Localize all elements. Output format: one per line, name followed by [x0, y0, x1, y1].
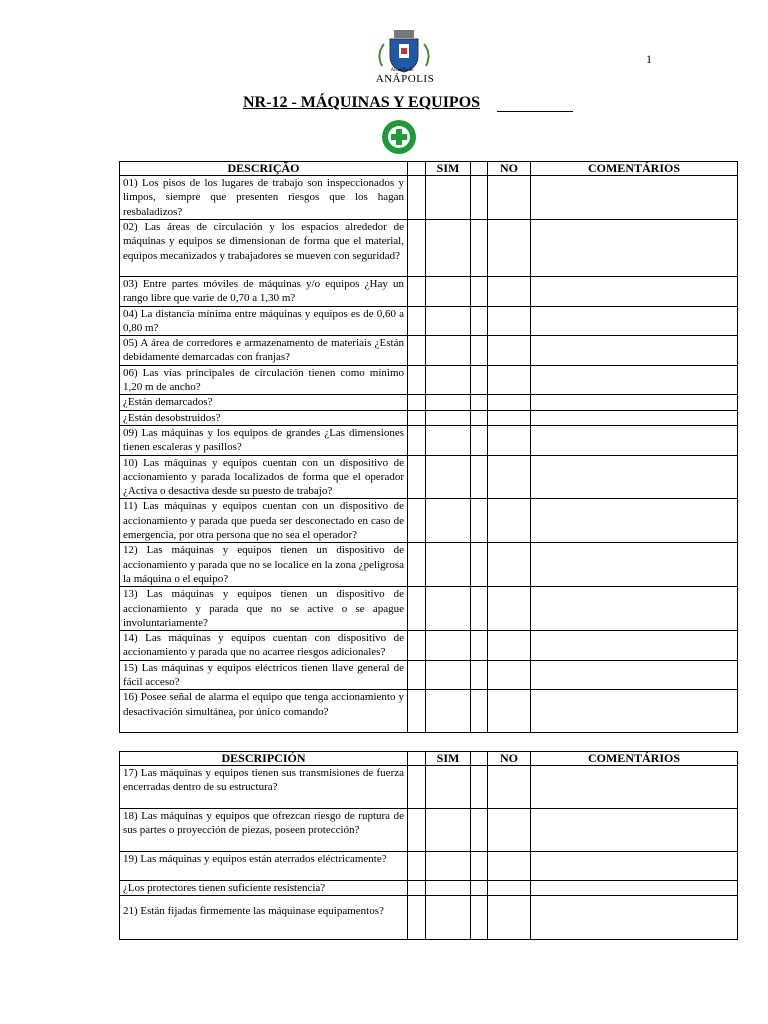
comment-cell[interactable]	[531, 455, 738, 499]
safety-cross-icon	[381, 119, 417, 155]
table-row	[120, 631, 738, 661]
no-cell[interactable]	[488, 881, 531, 896]
no-cell[interactable]	[488, 587, 531, 631]
question-text: 05) A área de corredores e armazenamento de materiais ¿Están debidamente demarcadas con franjas?	[120, 336, 408, 366]
column-header-no: NO	[488, 162, 531, 176]
yes-cell[interactable]	[426, 277, 471, 307]
no-cell[interactable]	[488, 306, 531, 336]
checklist-table-1	[119, 161, 738, 733]
comment-cell[interactable]	[531, 336, 738, 366]
comment-cell[interactable]	[531, 690, 738, 733]
table-row	[120, 425, 738, 455]
question-text: 13) Las máquinas y equipos tienen un dispositivo de accionamiento y parada que no se active o se apague involuntariamente?	[120, 587, 408, 631]
question-text: 19) Las máquinas y equipos están aterrados eléctricamente?	[120, 852, 408, 881]
column-header-description: DESCRIPCIÓN	[120, 752, 408, 766]
question-text: 11) Las máquinas y equipos cuentan con un dispositivo de accionamiento y parada que pueda ser desconectado en caso de emergencia, por otra persona que no sea el operador?	[120, 499, 408, 543]
no-cell[interactable]	[488, 365, 531, 395]
yes-cell[interactable]	[426, 220, 471, 277]
comment-cell[interactable]	[531, 543, 738, 587]
yes-cell[interactable]	[426, 631, 471, 661]
comment-cell[interactable]	[531, 306, 738, 336]
table-row	[120, 766, 738, 809]
no-cell[interactable]	[488, 277, 531, 307]
question-text: 16) Posee señal de alarma el equipo que tenga accionamiento y desactivación simultánea, por único comando?	[120, 690, 408, 733]
table-row	[120, 176, 738, 220]
table-header-row	[120, 752, 738, 766]
comment-cell[interactable]	[531, 766, 738, 809]
no-cell[interactable]	[488, 852, 531, 881]
question-text: 06) Las vías principales de circulación tienen como mínimo 1,20 m de ancho?	[120, 365, 408, 395]
comment-cell[interactable]	[531, 660, 738, 690]
table-header-row	[120, 162, 738, 176]
table-row	[120, 852, 738, 881]
page-number: 1	[646, 52, 652, 66]
no-cell[interactable]	[488, 410, 531, 425]
table-row	[120, 306, 738, 336]
yes-cell[interactable]	[426, 881, 471, 896]
comment-cell[interactable]	[531, 587, 738, 631]
yes-cell[interactable]	[426, 499, 471, 543]
question-text: ¿Los protectores tienen suficiente resistencia?	[120, 881, 408, 896]
comment-cell[interactable]	[531, 365, 738, 395]
yes-cell[interactable]	[426, 587, 471, 631]
yes-cell[interactable]	[426, 336, 471, 366]
logo-caption-small: Alcaldía de	[390, 68, 414, 73]
comment-cell[interactable]	[531, 176, 738, 220]
column-header-comments: COMENTÁRIOS	[531, 752, 738, 766]
no-cell[interactable]	[488, 455, 531, 499]
table-row	[120, 365, 738, 395]
question-text: 04) La distancia mínima entre máquinas y equipos es de 0,60 a 0,80 m?	[120, 306, 408, 336]
question-text	[120, 896, 408, 940]
no-cell[interactable]	[488, 809, 531, 852]
table-row	[120, 881, 738, 896]
comment-cell[interactable]	[531, 631, 738, 661]
question-text: ¿Están demarcados?	[120, 395, 408, 410]
no-cell[interactable]	[488, 896, 531, 940]
comment-cell[interactable]	[531, 809, 738, 852]
question-text: ¿Están desobstruidos?	[120, 410, 408, 425]
table-row	[120, 277, 738, 307]
table-row	[120, 395, 738, 410]
comment-cell[interactable]	[531, 220, 738, 277]
no-cell[interactable]	[488, 425, 531, 455]
comment-cell[interactable]	[531, 499, 738, 543]
question-text: 03) Entre partes móviles de máquinas y/o equipos ¿Hay un rango libre que varie de 0,70 a 1,30 m?	[120, 277, 408, 307]
table-row	[120, 690, 738, 733]
table-row	[120, 587, 738, 631]
yes-cell[interactable]	[426, 306, 471, 336]
question-text: 01) Los pisos de los lugares de trabajo son inspeccionados y limpos, siempre que presenten riesgos que los hagan resbaladizos?	[120, 176, 408, 220]
no-cell[interactable]	[488, 543, 531, 587]
no-cell[interactable]	[488, 660, 531, 690]
column-header-no: NO	[488, 752, 531, 766]
table-row	[120, 455, 738, 499]
no-cell[interactable]	[488, 631, 531, 661]
comment-cell[interactable]	[531, 425, 738, 455]
logo-caption-city: ANÁPOLIS	[375, 73, 435, 85]
comment-cell[interactable]	[531, 852, 738, 881]
comment-cell[interactable]	[531, 395, 738, 410]
yes-cell[interactable]	[426, 690, 471, 733]
comment-cell[interactable]	[531, 277, 738, 307]
no-cell[interactable]	[488, 395, 531, 410]
no-cell[interactable]	[488, 766, 531, 809]
table-row	[120, 410, 738, 425]
yes-cell[interactable]	[426, 176, 471, 220]
yes-cell[interactable]	[426, 543, 471, 587]
column-gap	[408, 752, 426, 766]
comment-cell[interactable]	[531, 881, 738, 896]
yes-cell[interactable]	[426, 660, 471, 690]
yes-cell[interactable]	[426, 425, 471, 455]
table-row	[120, 543, 738, 587]
no-cell[interactable]	[488, 499, 531, 543]
yes-cell[interactable]	[426, 455, 471, 499]
table-row	[120, 660, 738, 690]
checklist-table-2	[119, 751, 738, 940]
question-text: 02) Las áreas de circulación y los espacios alrededor de máquinas y equipos se dimensionan de forma que el material, equipos mecanizados y trabajadores se mueven con seguridad?	[120, 220, 408, 277]
column-header-description: DESCRIÇÃO	[120, 162, 408, 176]
table-row	[120, 336, 738, 366]
yes-cell[interactable]	[426, 852, 471, 881]
table-row	[120, 809, 738, 852]
column-header-yes: SIM	[426, 162, 471, 176]
yes-cell[interactable]	[426, 896, 471, 940]
column-header-comments: COMENTÁRIOS	[531, 162, 738, 176]
page-title: NR-12 - MÁQUINAS Y EQUIPOS	[243, 94, 481, 111]
yes-cell[interactable]	[426, 410, 471, 425]
question-text: 10) Las máquinas y equipos cuentan con un dispositivo de accionamiento y parada localizados de forma que el operador ¿Activa o desactiva desde su puesto de trabajo?	[120, 455, 408, 499]
no-cell[interactable]	[488, 336, 531, 366]
question-text: 18) Las máquinas y equipos que ofrezcan riesgo de ruptura de sus partes o proyección de piezas, poseen protección?	[120, 809, 408, 852]
question-text: 14) Las máquinas y equipos cuentan con dispositivo de accionamiento y parada que no acarree riesgos adicionales?	[120, 631, 408, 661]
comment-cell[interactable]	[531, 896, 738, 940]
comment-cell[interactable]	[531, 410, 738, 425]
table-row	[120, 499, 738, 543]
column-gap	[471, 752, 488, 766]
yes-cell[interactable]	[426, 365, 471, 395]
question-text-content: 21) Están fijadas firmemente las máquinase equipamentos?	[123, 905, 384, 918]
no-cell[interactable]	[488, 690, 531, 733]
column-header-yes: SIM	[426, 752, 471, 766]
no-cell[interactable]	[488, 220, 531, 277]
table-row	[120, 896, 738, 940]
no-cell[interactable]	[488, 176, 531, 220]
title-underline	[497, 111, 573, 112]
question-text: 15) Las máquinas y equipos eléctricos tienen llave general de fácil acceso?	[120, 660, 408, 690]
question-text: 12) Las máquinas y equipos tienen un dispositivo de accionamiento y parada que no se localice en la zona ¿peligrosa la máquina o el equipo?	[120, 543, 408, 587]
table-row	[120, 220, 738, 277]
column-gap	[408, 162, 426, 176]
yes-cell[interactable]	[426, 395, 471, 410]
question-text: 17) Las máquinas y equipos tienen sus transmisiones de fuerza encerradas dentro de su estructura?	[120, 766, 408, 809]
yes-cell[interactable]	[426, 809, 471, 852]
question-text: 09) Las máquinas y los equipos de grandes ¿Las dimensiones tienen escaleras y pasillos?	[120, 425, 408, 455]
column-gap	[471, 162, 488, 176]
yes-cell[interactable]	[426, 766, 471, 809]
